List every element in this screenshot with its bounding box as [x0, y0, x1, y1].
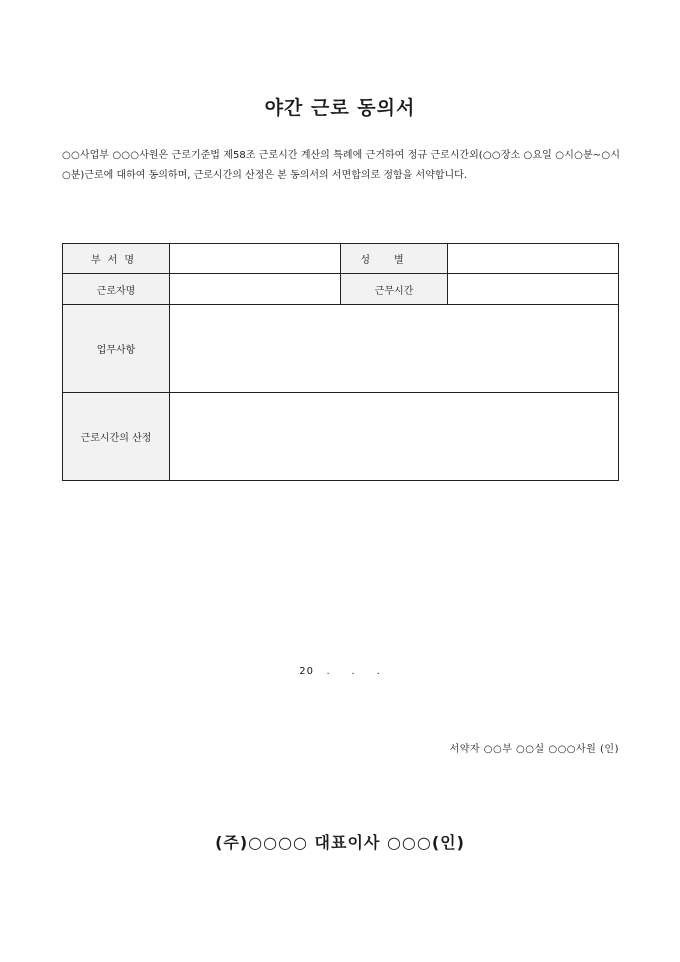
dept-label-cell: [63, 244, 170, 274]
worker-label-cell: [63, 274, 170, 305]
date-line: 20 . . .: [299, 666, 381, 677]
gender-label-cell: [341, 244, 448, 274]
consent-form-table: [62, 243, 619, 481]
duties-value-field[interactable]: [170, 305, 619, 393]
table-row: [63, 305, 619, 393]
worker-label: 근로자명: [96, 285, 136, 297]
work-hours-label-cell: [341, 274, 448, 305]
hours-calc-label-cell: [63, 393, 170, 481]
dept-value-field[interactable]: [170, 244, 341, 274]
work-hours-label: 근무시간: [374, 285, 414, 297]
table-row: [63, 274, 619, 305]
intro-paragraph: ○○사업부 ○○○사원은 근로기준법 제58조 근로시간 계산의 특례에 근거하여 정규 근로시간외(○○장소 ○요일 ○시○분~○시○분)근로에 대하여 동의하며, 근로시간의 산정은 본 동의서의 서면합의로 정함을 서약합니다.: [62, 150, 620, 181]
signer-line: 서약자 ○○부 ○○실 ○○○사원 (인): [449, 744, 619, 755]
work-hours-value-field[interactable]: [448, 274, 619, 305]
gender-value-field[interactable]: [448, 244, 619, 274]
table-row: [63, 244, 619, 274]
duties-label: 업무사항: [96, 345, 136, 356]
worker-value-field[interactable]: [170, 274, 341, 305]
gender-label: 성별: [360, 255, 428, 266]
page-title: 야간 근로 동의서: [264, 97, 416, 119]
table-row: [63, 393, 619, 481]
hours-calc-value-field[interactable]: [170, 393, 619, 481]
company-signature: (주)○○○○ 대표이사 ○○○(인): [215, 833, 465, 852]
dept-label: 부서명: [91, 255, 141, 266]
duties-label-cell: [63, 305, 170, 393]
hours-calc-label: 근로시간의 산정: [80, 433, 152, 444]
